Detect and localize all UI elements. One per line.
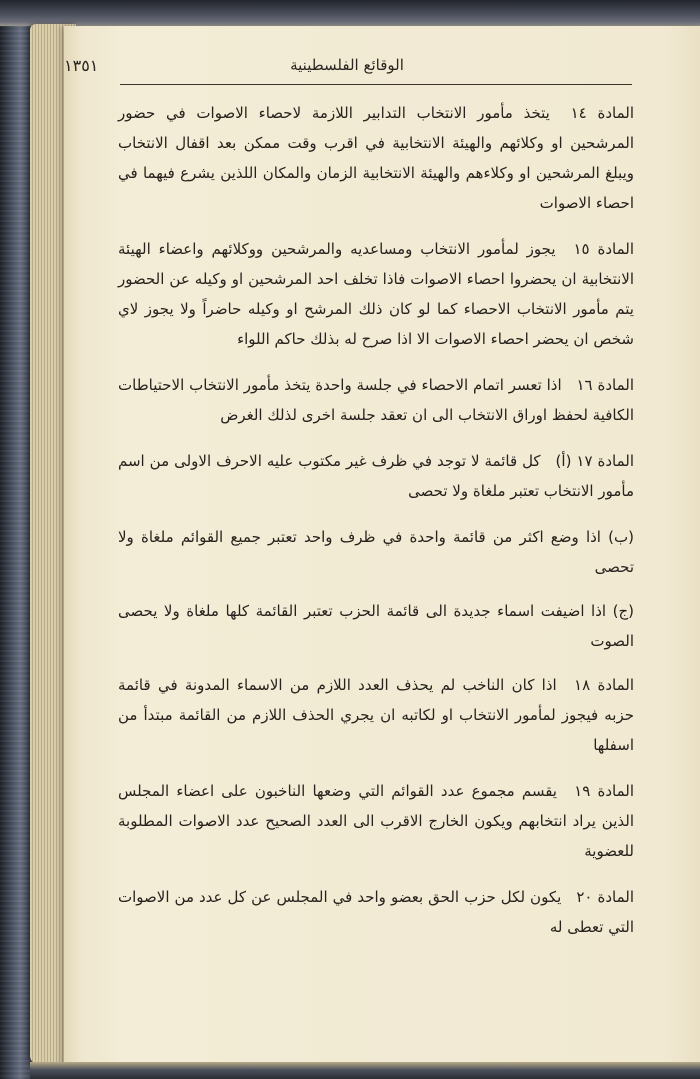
journal-title: الوقائع الفلسطينية	[290, 56, 404, 74]
article-text: اذا تعسر اتمام الاحصاء في جلسة واحدة يتخذ مأمور الانتخاب الاحتياطات الكافية لحفظ اوراق الانتخاب الى ان تعقد جلسة اخرى لذلك الغرض	[118, 376, 634, 424]
article-text: يجوز لمأمور الانتخاب ومساعديه والمرشحين ووكلائهم واعضاء الهيئة الانتخابية ان يحضروا احصاء الاصوات فاذا تخلف احد المرشحين او وكيله عن الحضور يتم مأمور الانتخاب الاحصاء كما لو كان ذلك المرشح او وكيله حاضراً ولا يجوز لاي شخص ان يحضر احصاء الاصوات الا اذا صرح له بذلك حاكم اللواء	[118, 240, 634, 348]
article-label: المادة ١٩	[574, 782, 634, 800]
header-divider	[120, 84, 632, 85]
clause-text: اذا وضع اكثر من قائمة واحدة في ظرف واحد تعتبر جميع القوائم ملغاة ولا تحصى	[118, 528, 634, 576]
clause-label: (ج)	[612, 602, 634, 620]
article-text: كل قائمة لا توجد في ظرف غير مكتوب عليه الاحرف الاولى من اسم مأمور الانتخاب تعتبر ملغاة ولا تحصى	[118, 452, 634, 500]
article-label: المادة ١٤	[570, 104, 634, 122]
article-label: المادة ١٦	[576, 376, 634, 394]
clause-label: (ب)	[608, 528, 634, 546]
article-text: يقسم مجموع عدد القوائم التي وضعها الناخبون على اعضاء المجلس الذين يراد انتخابهم ويكون الخارج الاقرب الى العدد الصحيح عدد الاصوات المطلوبة للعضوية	[118, 782, 634, 860]
article-text: يكون لكل حزب الحق بعضو واحد في المجلس عن كل عدد من الاصوات التي تعطى له	[118, 888, 634, 936]
article-label: المادة ١٨	[574, 676, 634, 694]
article-17b	[118, 522, 634, 582]
article-17a	[118, 446, 634, 506]
article-15	[118, 234, 634, 354]
article-18	[118, 670, 634, 760]
article-19	[118, 776, 634, 866]
article-16	[118, 370, 634, 430]
book-bottom-edge	[30, 1062, 700, 1079]
article-14	[118, 98, 634, 218]
article-text: يتخذ مأمور الانتخاب التدابير اللازمة لاحصاء الاصوات في حضور المرشحين او وكلائهم والهيئة الانتخابية في اقرب وقت ممكن بعد اقفال الانتخاب ويبلغ المرشحين او وكلاءهم والهيئة الانتخابية الزمان والمكان اللذين يشرع فيهما في احصاء الاصوات	[118, 104, 634, 212]
article-label: المادة ٢٠	[576, 888, 634, 906]
page-body	[118, 98, 634, 958]
book-top-edge	[0, 0, 700, 26]
article-17c	[118, 596, 634, 656]
page-header	[64, 52, 630, 80]
article-text: اذا كان الناخب لم يحذف العدد اللازم من الاسماء المدونة في قائمة حزبه فيجوز لمأمور الانتخاب او لكاتبه ان يجري الحذف اللازم من القائمة مبتدأ من اسفلها	[118, 676, 634, 754]
article-20	[118, 882, 634, 942]
clause-text: اذا اضيفت اسماء جديدة الى قائمة الحزب تعتبر القائمة كلها ملغاة ولا يحصى الصوت	[118, 602, 634, 650]
article-label: المادة ١٧ (أ)	[555, 452, 634, 470]
page-number: ١٣٥١	[64, 56, 99, 75]
article-label: المادة ١٥	[573, 240, 634, 258]
